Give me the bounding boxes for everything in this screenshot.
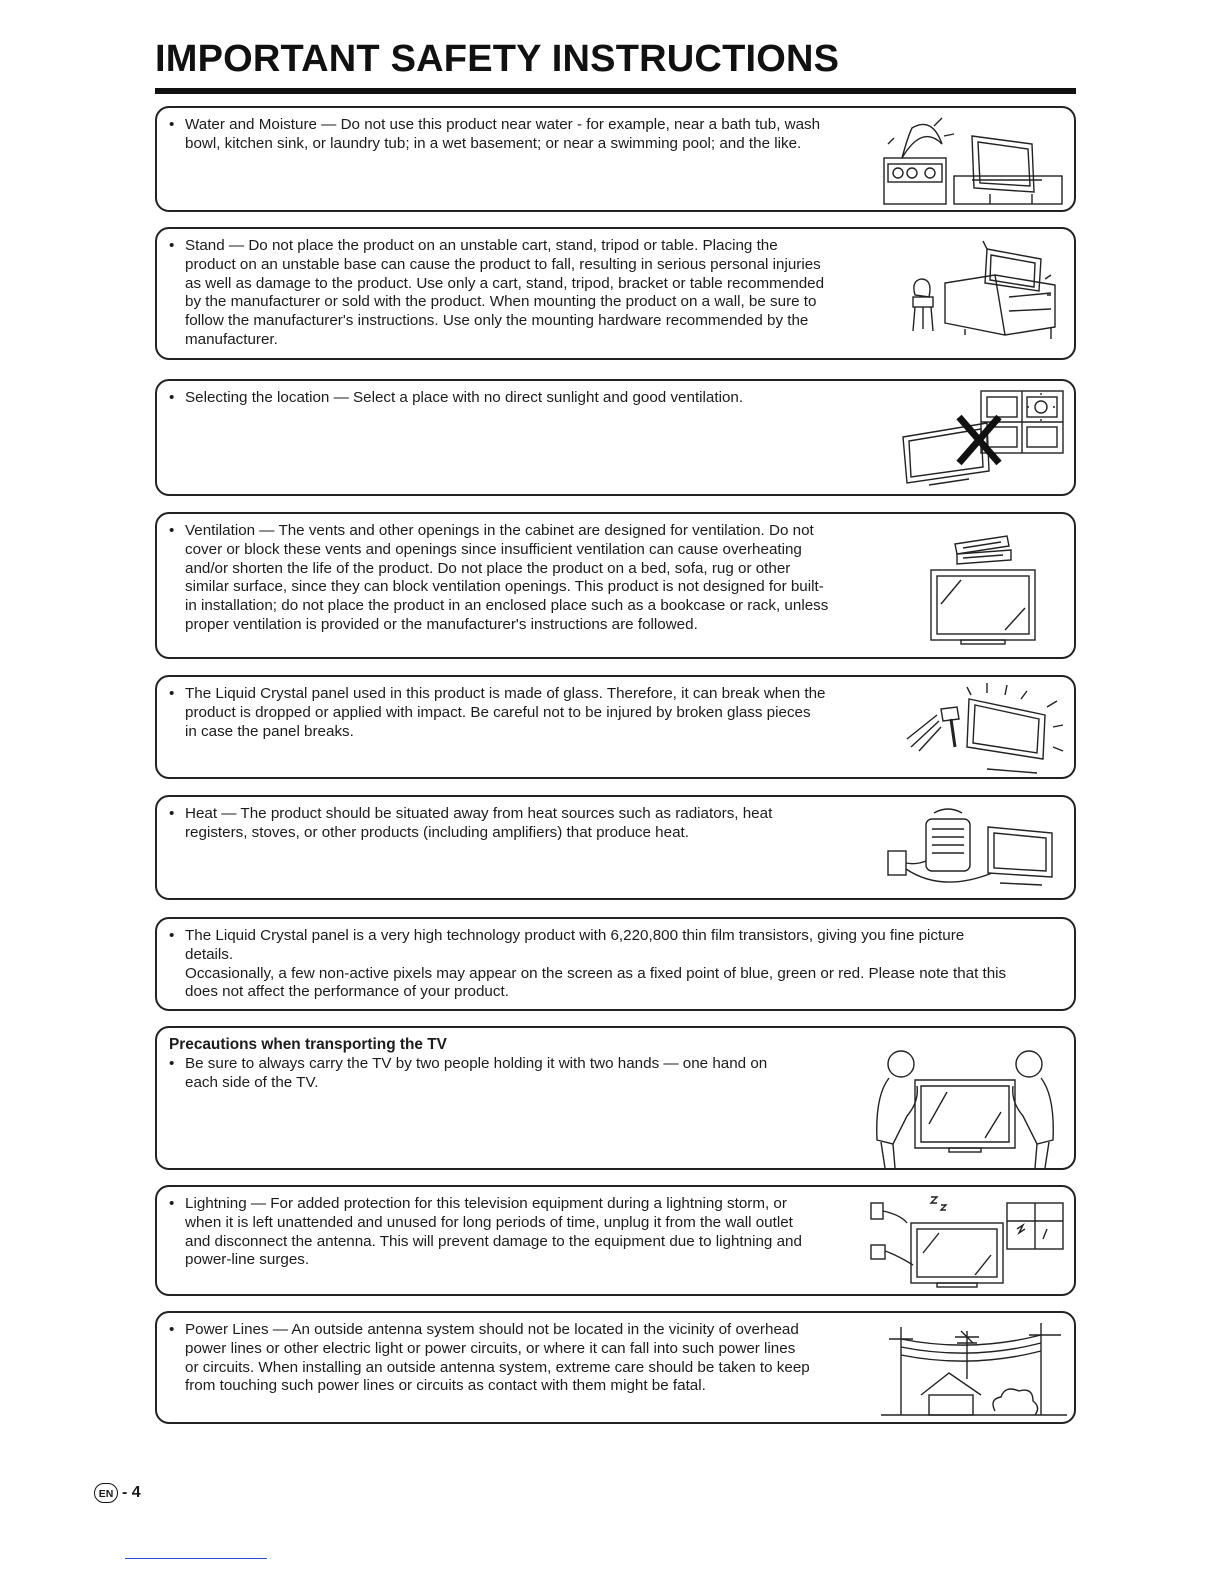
page-title: IMPORTANT SAFETY INSTRUCTIONS [155, 38, 840, 80]
section-stand [155, 227, 1076, 360]
section-pixels [155, 917, 1076, 1011]
text-line: registers, stoves, or other products (including amplifiers) that produce heat. [185, 823, 689, 841]
text-line: proper ventilation is provided or the manufacturer's instructions are followed. [185, 615, 698, 633]
section-power-lines [155, 1311, 1076, 1424]
section-text [169, 805, 772, 843]
water-moisture-icon [882, 114, 1067, 208]
text-line: or circuits. When installing an outside antenna system, extreme care should be taken to keep [185, 1358, 810, 1376]
bullet: • [169, 389, 175, 406]
ventilation-icon [927, 524, 1042, 649]
section-lightning [155, 1185, 1076, 1296]
bullet: • [169, 1195, 175, 1212]
section-text [169, 1321, 810, 1396]
bullet: • [169, 1054, 175, 1072]
text-line: The Liquid Crystal panel used in this product is made of glass. Therefore, it can break when the [185, 685, 826, 702]
text-line: as well as damage to the product. Use only a cart, stand, tripod, bracket or table recommended [185, 274, 825, 292]
bullet: • [169, 685, 175, 702]
text-line: in case the panel breaks. [185, 722, 354, 740]
text-line: manufacturer. [185, 330, 278, 348]
power-lines-icon [877, 1317, 1069, 1419]
section-text [169, 1195, 802, 1270]
page-number-text: - 4 [122, 1484, 141, 1501]
text-line: power lines or other electric light or power circuits, or where it can fall into such power lines [185, 1339, 796, 1357]
heat-source-icon [882, 803, 1062, 897]
section-text [169, 116, 820, 154]
bullet: • [169, 927, 175, 944]
title-rule [155, 88, 1076, 94]
text-line: does not affect the performance of your product. [185, 983, 509, 1001]
text-line: by the manufacturer or sold with the product. When mounting the product on a wall, be sure to [185, 293, 817, 311]
text-line: Water and Moisture — Do not use this product near water - for example, near a bath tub, wash [185, 116, 821, 133]
bullet: • [169, 522, 175, 539]
unstable-stand-icon [905, 235, 1065, 355]
section-location [155, 379, 1076, 496]
text-line: bowl, kitchen sink, or laundry tub; in a wet basement; or near a swimming pool; and the like. [185, 134, 802, 152]
section-text [169, 1036, 767, 1092]
language-badge: EN [94, 1483, 118, 1503]
section-text [169, 522, 828, 635]
text-line: from touching such power lines or circuits as contact with them might be fatal. [185, 1377, 706, 1395]
section-text [169, 389, 743, 408]
section-text [169, 237, 824, 350]
text-line: in installation; do not place the product in an enclosed place such as a bookcase or rack, unless [185, 597, 829, 615]
footer-rule [125, 1558, 267, 1559]
text-line: when it is left unattended and unused for long periods of time, unplug it from the wall outlet [185, 1213, 793, 1231]
page-number [94, 1483, 141, 1503]
text-line: details. [185, 945, 234, 963]
section-water-moisture [155, 106, 1076, 212]
text-line: follow the manufacturer's instructions. Use only the mounting hardware recommended by the [185, 312, 809, 330]
text-line: Ventilation — The vents and other openings in the cabinet are designed for ventilation. Do not [185, 522, 814, 539]
section-transport [155, 1026, 1076, 1170]
section-text [169, 685, 825, 741]
text-line: power-line surges. [185, 1251, 310, 1269]
text-line: Stand — Do not place the product on an unstable cart, stand, tripod or table. Placing the [185, 237, 778, 254]
text-line: product is dropped or applied with impact. Be careful not to be injured by broken glass pieces [185, 703, 811, 721]
text-line: product on an unstable base can cause the product to fall, resulting in serious personal injuries [185, 255, 821, 273]
bullet: • [169, 1321, 175, 1338]
text-line: each side of the TV. [185, 1073, 319, 1091]
text-line: cover or block these vents and openings since insufficient ventilation can cause overheating [185, 540, 802, 558]
two-people-carry-icon [867, 1046, 1062, 1170]
text-line: Selecting the location — Select a place with no direct sunlight and good ventilation. [185, 389, 744, 406]
text-line: The Liquid Crystal panel is a very high technology product with 6,220,800 thin film transistors, giving you fine picture [185, 927, 965, 944]
section-heat [155, 795, 1076, 900]
bullet: • [169, 237, 175, 254]
panel-impact-icon [897, 679, 1067, 777]
sunlight-location-icon [899, 387, 1069, 491]
text-line: Heat — The product should be situated away from heat sources such as radiators, heat [185, 805, 773, 822]
section-panel-glass [155, 675, 1076, 779]
section-ventilation [155, 512, 1076, 659]
section-text [169, 927, 1006, 1002]
section-heading: Precautions when transporting the TV [169, 1036, 447, 1053]
text-line: Occasionally, a few non-active pixels may appear on the screen as a fixed point of blue, green or red. Please note that this [185, 964, 1007, 982]
text-line: and/or shorten the life of the product. Do not place the product on a bed, sofa, rug or other [185, 559, 791, 577]
text-line: Lightning — For added protection for this television equipment during a lightning storm, or [185, 1195, 787, 1212]
text-line: similar surface, since they can block ventilation openings. This product is not designed for built- [185, 578, 824, 596]
text-line: Power Lines — An outside antenna system should not be located in the vicinity of overhead [185, 1321, 799, 1338]
text-line: and disconnect the antenna. This will prevent damage to the equipment due to lightning and [185, 1232, 802, 1250]
bullet: • [169, 805, 175, 822]
lightning-unplug-icon [867, 1193, 1067, 1293]
bullet: • [169, 116, 175, 133]
text-line: Be sure to always carry the TV by two people holding it with two hands — one hand on [185, 1054, 768, 1072]
